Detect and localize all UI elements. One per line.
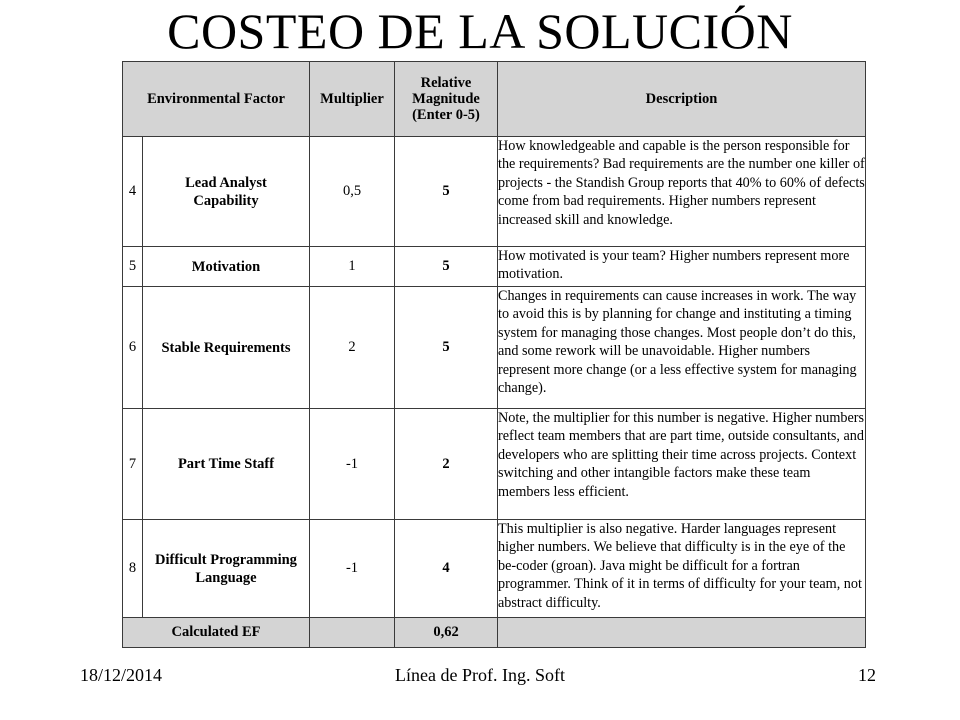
factor-multiplier: -1 xyxy=(310,409,395,520)
factor-name: Stable Requirements xyxy=(143,287,310,409)
factor-description: Changes in requirements can cause increases in work. The way to avoid this is by planning for change and instituting a timing system for managing those changes. Most people don’t do this, and some rework will be unavoidable. Higher numbers represent more change (or a less effective system for managing change). xyxy=(498,287,866,409)
row-number: 8 xyxy=(123,520,143,618)
table-row xyxy=(123,247,866,287)
factor-magnitude: 4 xyxy=(395,520,498,618)
footer-page-number: 12 xyxy=(858,665,876,685)
row-number: 5 xyxy=(123,247,143,287)
calculated-ef-empty xyxy=(498,618,866,648)
header-environmental-factor: Environmental Factor xyxy=(123,62,310,137)
factor-magnitude: 5 xyxy=(395,247,498,287)
calculated-ef-row xyxy=(123,618,866,648)
table-header-row xyxy=(123,62,866,137)
footer-date: 18/12/2014 xyxy=(80,665,163,685)
header-description: Description xyxy=(498,62,866,137)
row-number: 7 xyxy=(123,409,143,520)
row-number: 4 xyxy=(123,137,143,247)
factor-description: How motivated is your team? Higher numbers represent more motivation. xyxy=(498,247,866,287)
factor-magnitude: 5 xyxy=(395,137,498,247)
calculated-ef-value: 0,62 xyxy=(395,618,498,648)
calculated-ef-empty xyxy=(310,618,395,648)
footer-course: Línea de Prof. Ing. Soft xyxy=(395,665,565,685)
factor-name: Motivation xyxy=(143,247,310,287)
header-multiplier: Multiplier xyxy=(310,62,395,137)
factor-multiplier: 0,5 xyxy=(310,137,395,247)
factor-description: How knowledgeable and capable is the person responsible for the requirements? Bad requirements are the number one killer of projects - the Standish Group reports that 40% to 60% of defects come from bad requirements. Higher numbers represent increased skill and knowledge. xyxy=(498,137,866,247)
factor-name: Part Time Staff xyxy=(143,409,310,520)
table-row xyxy=(123,409,866,520)
factor-multiplier: 2 xyxy=(310,287,395,409)
factor-multiplier: 1 xyxy=(310,247,395,287)
factor-magnitude: 2 xyxy=(395,409,498,520)
header-relative-magnitude: Relative Magnitude (Enter 0-5) xyxy=(395,62,498,137)
factor-name: Lead Analyst Capability xyxy=(143,137,310,247)
calculated-ef-label: Calculated EF xyxy=(123,618,310,648)
slide-footer xyxy=(0,663,960,687)
row-number: 6 xyxy=(123,287,143,409)
table-row xyxy=(123,287,866,409)
table-row xyxy=(123,520,866,618)
environmental-factors-table xyxy=(122,61,866,648)
factor-description: This multiplier is also negative. Harder languages represent higher numbers. We believe that difficulty is in the eye of the be-coder (groan). Java might be difficult for a fortran programmer. Think of it in terms of difficulty for your team, not abstract difficulty. xyxy=(498,520,866,618)
table-row xyxy=(123,137,866,247)
slide-title: COSTEO DE LA SOLUCIÓN xyxy=(167,3,793,59)
factor-multiplier: -1 xyxy=(310,520,395,618)
factor-name: Difficult Programming Language xyxy=(143,520,310,618)
factor-description: Note, the multiplier for this number is negative. Higher numbers reflect team members that are part time, outside consultants, and developers who are splitting their time across projects. Context switching and other intangible factors make these team members less efficient. xyxy=(498,409,866,520)
factor-magnitude: 5 xyxy=(395,287,498,409)
